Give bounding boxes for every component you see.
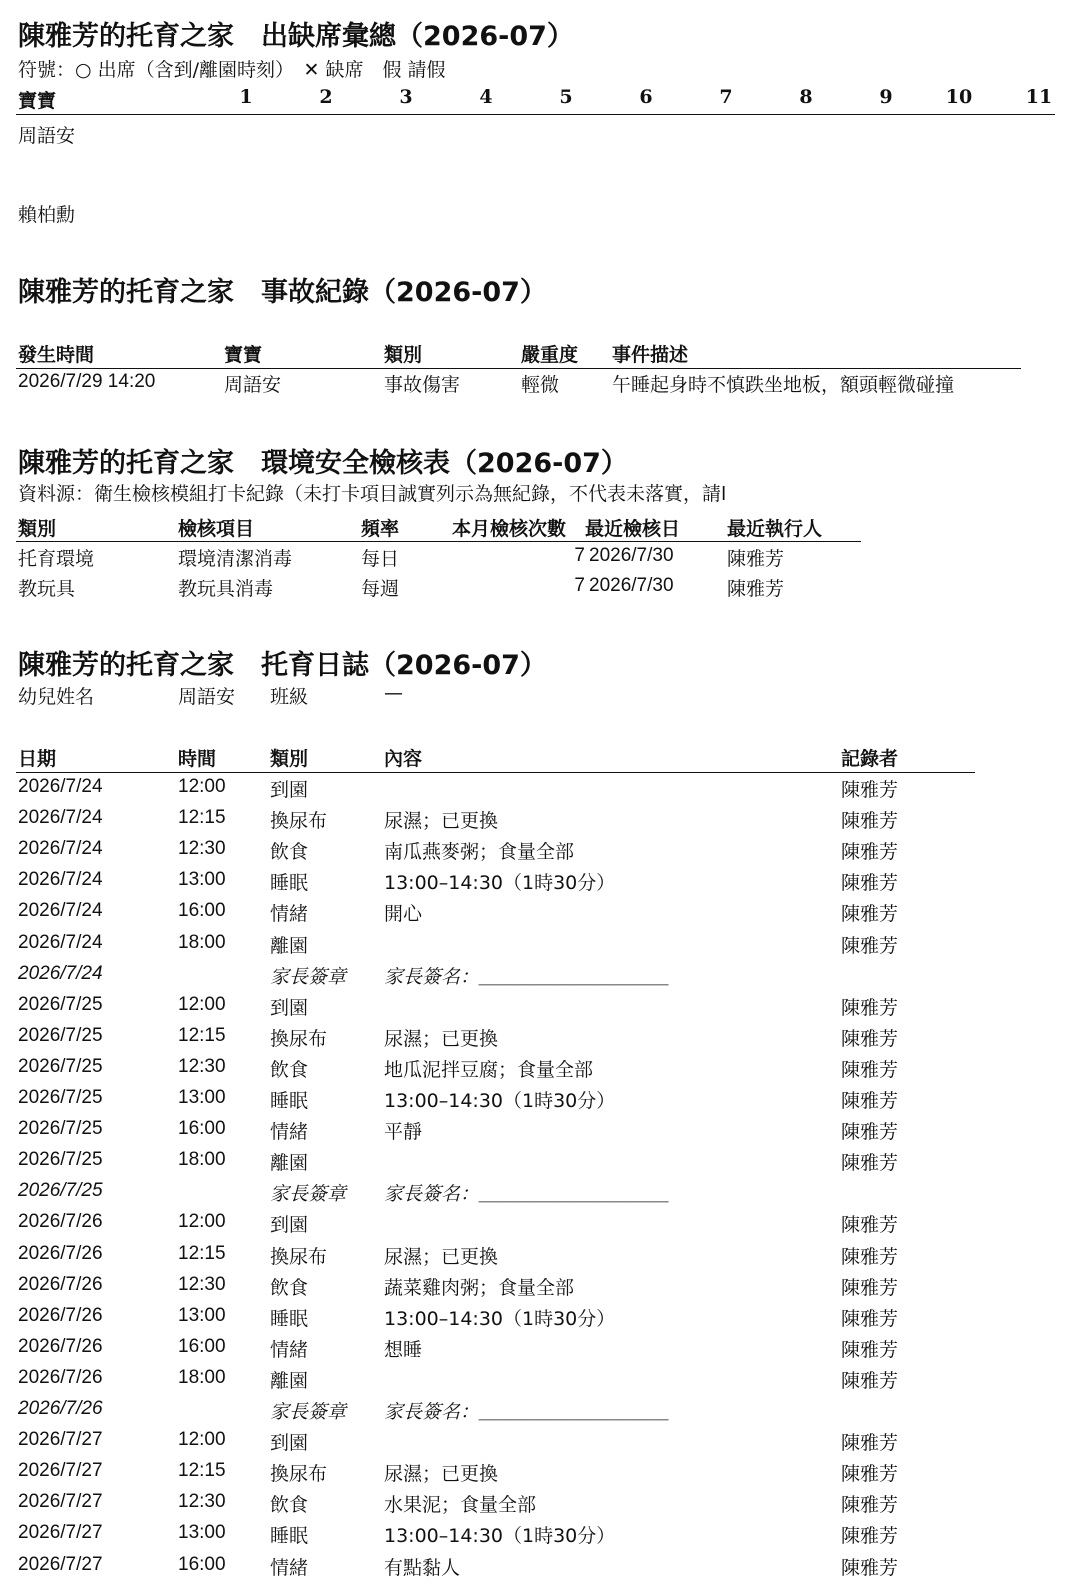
- attendance-day-header: 1: [239, 86, 253, 108]
- attendance-day-header: 9: [879, 86, 893, 108]
- journal-cell-time: 12:00: [178, 1429, 226, 1450]
- journal-cell-content: 平靜: [384, 1121, 423, 1143]
- journal-cell-time: 12:30: [178, 838, 226, 859]
- journal-cell-type: 換尿布: [270, 1463, 328, 1485]
- journal-cell-date: 2026/7/27: [18, 1554, 103, 1575]
- journal-parent-signature-line: 家長簽名：＿＿＿＿＿＿＿＿＿＿: [384, 1183, 670, 1205]
- journal-cell-content: 開心: [384, 903, 423, 925]
- attendance-day-header: 8: [799, 86, 813, 108]
- journal-cell-time: 12:30: [178, 1491, 226, 1512]
- journal-cell-content: 13:00–14:30（1時30分）: [384, 872, 616, 894]
- journal-cell-time: 12:15: [178, 1025, 226, 1046]
- journal-cell-time: 16:00: [178, 1118, 226, 1139]
- attendance-header-name: 寶寶: [18, 90, 57, 112]
- journal-cell-recorder: 陳雅芳: [841, 1059, 899, 1081]
- journal-cell-type: 飲食: [270, 1494, 309, 1516]
- safety-header-rule: [16, 541, 861, 542]
- journal-cell-type: 離園: [270, 1152, 309, 1174]
- journal-cell-recorder: 陳雅芳: [841, 1463, 899, 1485]
- journal-cell-content: 尿濕；已更換: [384, 810, 499, 832]
- journal-cell-date: 2026/7/24: [18, 932, 103, 953]
- journal-cell-recorder: 陳雅芳: [841, 1090, 899, 1112]
- journal-cell-recorder: 陳雅芳: [841, 1308, 899, 1330]
- attendance-day-header: 5: [559, 86, 573, 108]
- journal-cell-recorder: 陳雅芳: [841, 872, 899, 894]
- journal-cell-recorder: 陳雅芳: [841, 1121, 899, 1143]
- journal-cell-type: 離園: [270, 1370, 309, 1392]
- safety-col-category: 類別: [18, 518, 57, 540]
- journal-cell-type: 到園: [270, 1432, 309, 1454]
- journal-cell-time: 12:30: [178, 1056, 226, 1077]
- attendance-day-header: 10: [945, 86, 973, 108]
- attendance-child-name: 周語安: [18, 125, 76, 147]
- journal-cell-time: 12:00: [178, 994, 226, 1015]
- safety-cell-category: 教玩具: [18, 578, 76, 600]
- journal-sign-date: 2026/7/24: [18, 963, 103, 984]
- journal-cell-type: 情緒: [270, 1121, 309, 1143]
- journal-cell-type: 睡眠: [270, 1090, 309, 1112]
- safety-col-last-by: 最近執行人: [727, 518, 823, 540]
- journal-cell-recorder: 陳雅芳: [841, 841, 899, 863]
- journal-cell-date: 2026/7/26: [18, 1243, 103, 1264]
- journal-cell-time: 18:00: [178, 932, 226, 953]
- attendance-header-rule: [16, 114, 1055, 115]
- journal-class-value: —: [384, 682, 403, 704]
- incident-cell-time: 2026/7/29 14:20: [18, 371, 156, 392]
- journal-cell-content: 南瓜燕麥粥；食量全部: [384, 841, 575, 863]
- safety-cell-last-by: 陳雅芳: [727, 578, 785, 600]
- journal-cell-date: 2026/7/26: [18, 1367, 103, 1388]
- safety-col-item: 檢核項目: [178, 518, 255, 540]
- journal-child-name: 周語安: [178, 686, 236, 708]
- journal-parent-signature-line: 家長簽名：＿＿＿＿＿＿＿＿＿＿: [384, 966, 670, 988]
- journal-cell-time: 18:00: [178, 1149, 226, 1170]
- safety-cell-last-date: 2026/7/30: [589, 575, 674, 596]
- journal-cell-recorder: 陳雅芳: [841, 1494, 899, 1516]
- journal-cell-time: 16:00: [178, 900, 226, 921]
- incident-cell-severity: 輕微: [521, 374, 560, 396]
- journal-cell-recorder: 陳雅芳: [841, 1525, 899, 1547]
- journal-cell-content: 地瓜泥拌豆腐；食量全部: [384, 1059, 594, 1081]
- journal-cell-date: 2026/7/27: [18, 1491, 103, 1512]
- journal-cell-date: 2026/7/24: [18, 838, 103, 859]
- journal-col-time: 時間: [178, 748, 217, 770]
- journal-parent-signature-line: 家長簽名：＿＿＿＿＿＿＿＿＿＿: [384, 1401, 670, 1423]
- journal-cell-time: 13:00: [178, 1522, 226, 1543]
- journal-cell-time: 12:30: [178, 1274, 226, 1295]
- journal-cell-recorder: 陳雅芳: [841, 935, 899, 957]
- incident-header-rule: [16, 368, 1021, 369]
- safety-col-frequency: 頻率: [361, 518, 400, 540]
- safety-cell-count: 7: [574, 545, 585, 566]
- journal-cell-date: 2026/7/25: [18, 1025, 103, 1046]
- journal-cell-date: 2026/7/25: [18, 1118, 103, 1139]
- attendance-day-header: 6: [639, 86, 653, 108]
- journal-cell-date: 2026/7/26: [18, 1274, 103, 1295]
- safety-col-count: 本月檢核次數: [452, 518, 567, 540]
- journal-cell-recorder: 陳雅芳: [841, 1370, 899, 1392]
- incident-cell-description: 午睡起身時不慎跌坐地板，額頭輕微碰撞: [612, 374, 955, 396]
- journal-cell-date: 2026/7/24: [18, 776, 103, 797]
- incident-col-category: 類別: [384, 344, 423, 366]
- journal-cell-type: 飲食: [270, 841, 309, 863]
- journal-col-content: 內容: [384, 748, 423, 770]
- safety-col-last-date: 最近檢核日: [585, 518, 681, 540]
- journal-cell-time: 13:00: [178, 1087, 226, 1108]
- journal-header-rule: [16, 772, 975, 773]
- journal-cell-date: 2026/7/27: [18, 1460, 103, 1481]
- journal-cell-type: 情緒: [270, 1339, 309, 1361]
- journal-cell-recorder: 陳雅芳: [841, 1214, 899, 1236]
- journal-col-recorder: 記錄者: [841, 748, 899, 770]
- journal-cell-recorder: 陳雅芳: [841, 1246, 899, 1268]
- journal-cell-time: 12:00: [178, 1211, 226, 1232]
- journal-cell-recorder: 陳雅芳: [841, 1028, 899, 1050]
- journal-cell-date: 2026/7/26: [18, 1305, 103, 1326]
- safety-cell-item: 環境清潔消毒: [178, 548, 293, 570]
- journal-cell-content: 水果泥；食量全部: [384, 1494, 537, 1516]
- safety-cell-frequency: 每日: [361, 548, 400, 570]
- journal-cell-type: 到園: [270, 1214, 309, 1236]
- journal-cell-type: 情緒: [270, 903, 309, 925]
- incident-col-time: 發生時間: [18, 344, 95, 366]
- attendance-day-header: 3: [399, 86, 413, 108]
- journal-cell-date: 2026/7/24: [18, 869, 103, 890]
- journal-cell-recorder: 陳雅芳: [841, 779, 899, 801]
- attendance-day-header: 4: [479, 86, 493, 108]
- journal-cell-content: 13:00–14:30（1時30分）: [384, 1308, 616, 1330]
- journal-cell-time: 12:00: [178, 776, 226, 797]
- journal-cell-type: 睡眠: [270, 872, 309, 894]
- journal-cell-type: 到園: [270, 997, 309, 1019]
- journal-sign-date: 2026/7/25: [18, 1180, 103, 1201]
- journal-cell-content: 13:00–14:30（1時30分）: [384, 1090, 616, 1112]
- journal-child-label: 幼兒姓名: [18, 686, 95, 708]
- journal-sign-label: 家長簽章: [270, 1183, 347, 1205]
- journal-cell-content: 尿濕；已更換: [384, 1028, 499, 1050]
- safety-source-note: 資料源：衛生檢核模組打卡紀錄（未打卡項目誠實列示為無紀錄，不代表未落實，請l: [18, 483, 727, 505]
- journal-cell-type: 睡眠: [270, 1308, 309, 1330]
- safety-cell-last-by: 陳雅芳: [727, 548, 785, 570]
- journal-cell-recorder: 陳雅芳: [841, 997, 899, 1019]
- journal-cell-date: 2026/7/26: [18, 1211, 103, 1232]
- journal-cell-date: 2026/7/25: [18, 994, 103, 1015]
- journal-cell-date: 2026/7/25: [18, 1149, 103, 1170]
- journal-cell-type: 離園: [270, 935, 309, 957]
- journal-col-date: 日期: [18, 748, 57, 770]
- journal-cell-type: 到園: [270, 779, 309, 801]
- journal-cell-recorder: 陳雅芳: [841, 810, 899, 832]
- journal-cell-date: 2026/7/27: [18, 1429, 103, 1450]
- journal-cell-type: 換尿布: [270, 810, 328, 832]
- safety-cell-item: 教玩具消毒: [178, 578, 274, 600]
- journal-cell-content: 尿濕；已更換: [384, 1463, 499, 1485]
- journal-cell-type: 情緒: [270, 1557, 309, 1579]
- incident-title: 陳雅芳的托育之家 事故紀錄（2026-07）: [18, 277, 547, 308]
- journal-cell-content: 蔬菜雞肉粥；食量全部: [384, 1277, 575, 1299]
- attendance-title: 陳雅芳的托育之家 出缺席彙總（2026-07）: [18, 21, 574, 52]
- journal-cell-content: 尿濕；已更換: [384, 1246, 499, 1268]
- incident-col-severity: 嚴重度: [521, 344, 579, 366]
- safety-title: 陳雅芳的托育之家 環境安全檢核表（2026-07）: [18, 448, 628, 479]
- journal-cell-type: 換尿布: [270, 1028, 328, 1050]
- journal-cell-recorder: 陳雅芳: [841, 1277, 899, 1299]
- journal-cell-recorder: 陳雅芳: [841, 1432, 899, 1454]
- journal-cell-recorder: 陳雅芳: [841, 903, 899, 925]
- journal-cell-type: 睡眠: [270, 1525, 309, 1547]
- journal-cell-recorder: 陳雅芳: [841, 1339, 899, 1361]
- journal-cell-type: 飲食: [270, 1059, 309, 1081]
- journal-cell-content: 13:00–14:30（1時30分）: [384, 1525, 616, 1547]
- incident-col-description: 事件描述: [612, 344, 689, 366]
- journal-cell-time: 16:00: [178, 1554, 226, 1575]
- safety-cell-category: 托育環境: [18, 548, 95, 570]
- journal-sign-label: 家長簽章: [270, 1401, 347, 1423]
- journal-cell-time: 12:15: [178, 1460, 226, 1481]
- journal-cell-time: 18:00: [178, 1367, 226, 1388]
- safety-cell-frequency: 每週: [361, 578, 400, 600]
- safety-cell-count: 7: [574, 575, 585, 596]
- journal-cell-type: 換尿布: [270, 1246, 328, 1268]
- attendance-day-header: 7: [719, 86, 733, 108]
- journal-cell-time: 12:15: [178, 807, 226, 828]
- journal-cell-time: 13:00: [178, 1305, 226, 1326]
- journal-cell-recorder: 陳雅芳: [841, 1152, 899, 1174]
- journal-title: 陳雅芳的托育之家 托育日誌（2026-07）: [18, 650, 547, 681]
- journal-cell-time: 12:15: [178, 1243, 226, 1264]
- journal-col-type: 類別: [270, 748, 309, 770]
- safety-cell-last-date: 2026/7/30: [589, 545, 674, 566]
- journal-cell-content: 有點黏人: [384, 1557, 461, 1579]
- journal-class-label: 班級: [270, 686, 309, 708]
- journal-cell-date: 2026/7/24: [18, 807, 103, 828]
- journal-cell-content: 想睡: [384, 1339, 423, 1361]
- journal-cell-type: 飲食: [270, 1277, 309, 1299]
- attendance-child-name: 賴柏勳: [18, 204, 76, 226]
- incident-cell-category: 事故傷害: [384, 374, 461, 396]
- attendance-day-header: 11: [1025, 86, 1053, 108]
- incident-cell-child: 周語安: [224, 374, 282, 396]
- attendance-legend: 符號：○ 出席（含到/離園時刻） ✕ 缺席 假 請假: [18, 59, 446, 81]
- journal-cell-date: 2026/7/27: [18, 1522, 103, 1543]
- journal-cell-recorder: 陳雅芳: [841, 1557, 899, 1579]
- journal-sign-date: 2026/7/26: [18, 1398, 103, 1419]
- journal-cell-date: 2026/7/25: [18, 1056, 103, 1077]
- journal-cell-time: 13:00: [178, 869, 226, 890]
- journal-cell-time: 16:00: [178, 1336, 226, 1357]
- journal-cell-date: 2026/7/24: [18, 900, 103, 921]
- journal-sign-label: 家長簽章: [270, 966, 347, 988]
- journal-cell-date: 2026/7/25: [18, 1087, 103, 1108]
- journal-cell-date: 2026/7/26: [18, 1336, 103, 1357]
- attendance-day-header: 2: [319, 86, 333, 108]
- incident-col-child: 寶寶: [224, 344, 263, 366]
